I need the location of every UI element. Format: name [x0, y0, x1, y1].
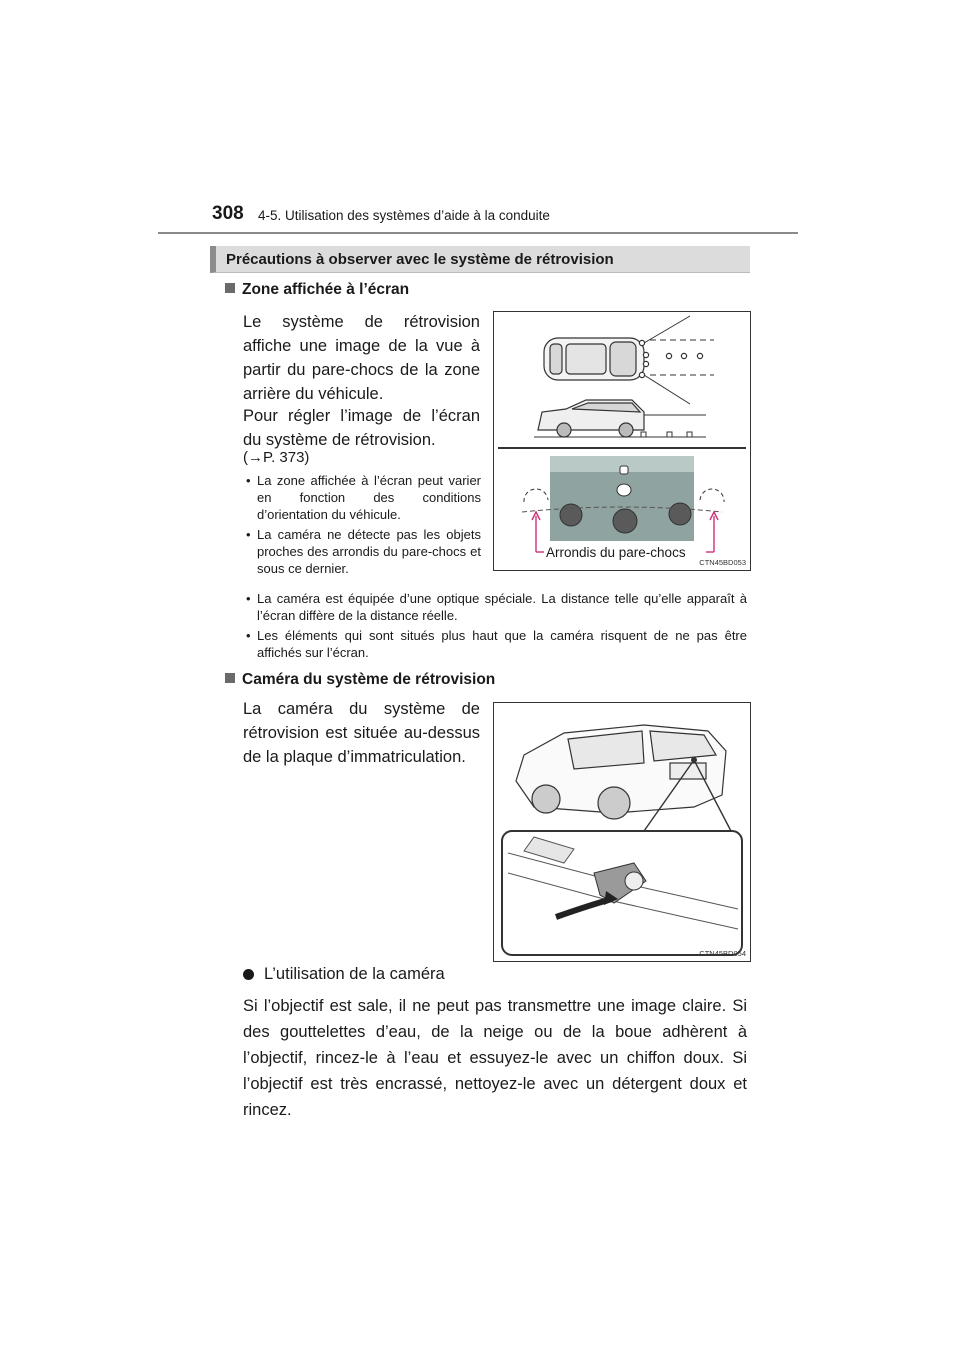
- round-bullet-icon: [243, 969, 254, 980]
- list-item: • La caméra est équipée d’une optique spéciale. La distance telle qu’elle apparaît à l’écran diffère de la distance réelle.: [241, 590, 747, 624]
- zone-bullets-narrow: [241, 472, 481, 580]
- camera-location-illustration: [494, 703, 750, 961]
- camera-heading: [225, 671, 495, 689]
- section-title: Précautions à observer avec le système de rétrovision: [226, 251, 614, 268]
- zone-heading: [225, 281, 409, 299]
- page-reference-link[interactable]: (→P. 373): [243, 449, 310, 466]
- figure-code: CTN45BD054: [699, 949, 746, 958]
- section-title-bar: [210, 246, 750, 273]
- camera-paragraph: La caméra du système de rétrovision est située au-dessus de la plaque d’immatriculation.: [243, 700, 480, 766]
- figure-code: CTN45BD053: [699, 558, 746, 567]
- camera-location-figure: [493, 702, 751, 962]
- square-bullet-icon: [225, 283, 235, 293]
- zone-paragraph-1: Le système de rétrovision affiche une image de la vue à partir du pare-chocs de la zone arrière du véhicule.: [243, 313, 480, 403]
- vehicle-zone-illustration: [494, 312, 750, 570]
- car-side-view-icon: [538, 400, 644, 437]
- usage-subheading: [243, 965, 445, 984]
- list-item: • La caméra ne détecte pas les objets proches des arrondis du pare-chocs et sous ce dernier.: [241, 526, 481, 577]
- list-item: • La zone affichée à l’écran peut varier en fonction des conditions d’orientation du véhicule.: [241, 472, 481, 523]
- zone-bullets-wide: [241, 590, 747, 664]
- usage-subheading-text: L’utilisation de la caméra: [264, 965, 445, 983]
- zone-heading-text: Zone affichée à l’écran: [242, 281, 410, 298]
- camera-heading-text: Caméra du système de rétrovision: [242, 671, 496, 688]
- square-bullet-icon: [225, 673, 235, 683]
- usage-paragraph: Si l’objectif est sale, il ne peut pas transmettre une image claire. Si des gouttelettes d’eau, de la neige ou de la boue adhèrent à l’objectif, rincez-le à l’eau et essuyez-le avec un chiffon doux. Si l’objectif est très encrassé, nettoyez-le avec un détergent doux et rincez.: [243, 997, 747, 1119]
- camera-closeup-icon: [502, 831, 742, 955]
- car-top-view-icon: [544, 338, 644, 380]
- list-item: • Les éléments qui sont situés plus haut que la caméra risquent de ne pas être affichés sur l’écran.: [241, 627, 747, 661]
- chapter-title: 4-5. Utilisation des systèmes d’aide à la conduite: [258, 208, 550, 223]
- suv-rear-view-icon: [516, 725, 726, 819]
- camera-view-figure: [493, 311, 751, 571]
- header-rule: [158, 232, 798, 234]
- page-number: 308: [212, 203, 244, 224]
- figure-label: Arrondis du pare-chocs: [546, 545, 686, 560]
- zone-paragraph-2: Pour régler l’image de l’écran du système de rétrovision.: [243, 407, 480, 449]
